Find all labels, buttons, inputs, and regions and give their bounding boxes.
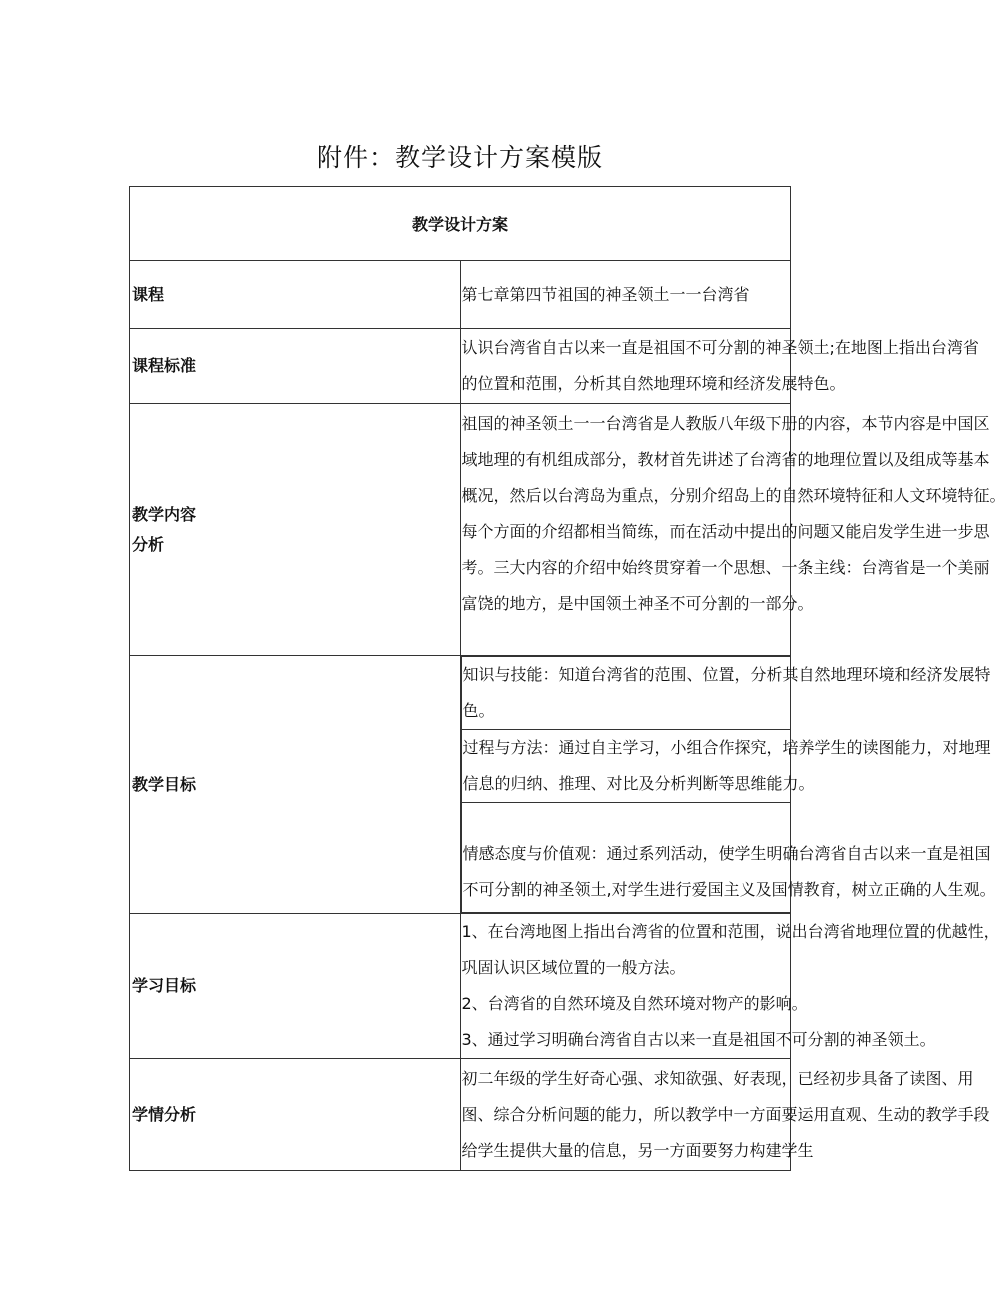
table-row — [130, 656, 791, 914]
text-line: 过程与方法：通过自主学习，小组合作探究，培养学生的读图能力，对地理 — [462, 738, 991, 757]
goal-process — [461, 730, 991, 803]
text-line: 初二年级的学生好奇心强、求知欲强、好表现，已经初步具备了读图、用 — [461, 1068, 974, 1088]
row-label-students: 学情分析 — [130, 1059, 461, 1171]
learning-value — [460, 914, 1000, 1059]
content-value — [460, 404, 1006, 656]
text-line: 知识与技能：知道台湾省的范围、位置，分析其自然地理环境和经济发展特 — [462, 665, 991, 684]
text-line: 祖国的神圣领土一一台湾省是人教版八年级下册的内容，本节内容是中国区 — [461, 414, 990, 433]
label-line: 教学内容 — [132, 504, 197, 524]
text-line: 巩固认识区域位置的一般方法。 — [461, 958, 686, 977]
row-label-standard: 课程标准 — [130, 329, 461, 404]
text-line: 每个方面的介绍都相当简练，而在活动中提出的问题又能启发学生进一步思 — [461, 522, 990, 541]
label-line: 分析 — [132, 534, 165, 554]
text-line: 色。 — [462, 701, 495, 720]
goals-value — [460, 656, 996, 914]
students-value — [460, 1059, 990, 1171]
text-line: 图、综合分析问题的能力，所以教学中一方面要运用直观、生动的教学手段 — [461, 1104, 990, 1124]
table-row — [130, 261, 791, 329]
text-line: 情感态度与价值观：通过系列活动，使学生明确台湾省自古以来一直是祖国 — [462, 844, 991, 863]
table-row — [130, 404, 791, 656]
text-line: 第七章第四节祖国的神圣领土一一台湾省 — [461, 284, 750, 304]
row-label-content — [130, 404, 461, 656]
text-line: 概况，然后以台湾岛为重点，分别介绍岛上的自然环境特征和人文环境特征。 — [461, 486, 1006, 505]
text-line: 域地理的有机组成部分，教材首先讲述了台湾省的地理位置以及组成等基本 — [461, 450, 990, 469]
text-line: 2、台湾省的自然环境及自然环境对物产的影响。 — [461, 994, 808, 1013]
goal-knowledge — [461, 657, 991, 730]
table-header: 教学设计方案 — [130, 187, 791, 261]
page-title: 附件：教学设计方案模版 — [316, 143, 603, 172]
text-line: 不可分割的神圣领土,对学生进行爱国主义及国情教育，树立正确的人生观。 — [462, 880, 996, 899]
course-value — [460, 261, 791, 329]
text-line: 给学生提供大量的信息，另一方面要努力构建学生 — [461, 1140, 814, 1160]
text-line: 的位置和范围，分析其自然地理环境和经济发展特色。 — [461, 374, 846, 393]
text-line: 富饶的地方，是中国领土神圣不可分割的一部分。 — [461, 594, 814, 613]
text-line: 3、通过学习明确台湾省自古以来一直是祖国不可分割的神圣领土。 — [461, 1030, 936, 1049]
table-row — [130, 1059, 791, 1171]
text-line: 信息的归纳、推理、对比及分析判断等思维能力。 — [462, 774, 815, 793]
goal-attitude — [461, 803, 996, 913]
table-row — [130, 914, 791, 1059]
text-line: 认识台湾省自古以来一直是祖国不可分割的神圣领土;在地图上指出台湾省 — [461, 338, 979, 357]
standard-value — [460, 329, 979, 404]
row-label-learning: 学习目标 — [130, 914, 461, 1059]
row-label-goals: 教学目标 — [130, 656, 461, 914]
text-line: 1、在台湾地图上指出台湾省的位置和范围，说出台湾省地理位置的优越性， — [461, 922, 1000, 941]
row-label-course: 课程 — [130, 261, 461, 329]
table-header-row — [130, 187, 791, 261]
table-row — [130, 329, 791, 404]
lesson-plan-table — [129, 186, 1006, 1171]
text-line: 考。三大内容的介绍中始终贯穿着一个思想、一条主线：台湾省是一个美丽 — [461, 558, 990, 577]
